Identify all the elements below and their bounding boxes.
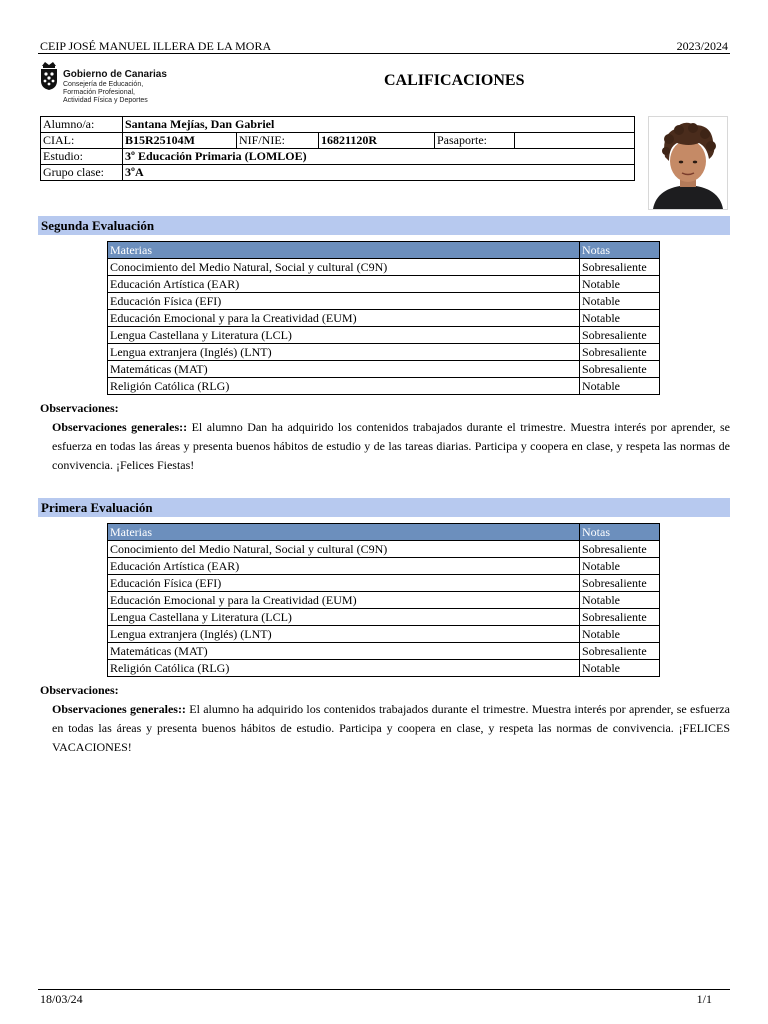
document-title: CALIFICACIONES [384,72,525,89]
observations-prefix: Observaciones generales:: [52,420,188,434]
grade-cell: Notable [580,626,660,643]
student-photo-image [649,117,727,209]
observations-label: Observaciones: [40,683,119,697]
grade-cell: Sobresaliente [580,344,660,361]
table-row [108,626,660,643]
observations-text [52,700,730,757]
grade-cell: Sobresaliente [580,575,660,592]
section-header-primera [38,498,730,517]
table-row [108,276,660,293]
table-row [108,259,660,276]
grupo-value: 3ºA [123,165,635,181]
subject-cell: Conocimiento del Medio Natural, Social y cultural (C9N) [108,259,580,276]
table-row [108,643,660,660]
grupo-label: Grupo clase: [41,165,123,181]
grade-cell: Sobresaliente [580,327,660,344]
alumno-value: Santana Mejías, Dan Gabriel [123,117,635,133]
gobierno-canarias-crest-icon [38,59,60,91]
grade-cell: Notable [580,310,660,327]
subject-cell: Lengua extranjera (Inglés) (LNT) [108,344,580,361]
logo-subtitle-line: Consejería de Educación, [63,81,144,88]
grade-cell: Notable [580,592,660,609]
table-row [108,592,660,609]
column-header-grade: Notas [580,242,660,259]
column-header-grade: Notas [580,524,660,541]
observations-body: El alumno ha adquirido los contenidos trabajados durante el trimestre. Muestra interés por aprender, se esfuerza en todas las áreas y presenta buenos hábitos de estudio. Participa y coopera en clase, y respeta las normas de convivencia. ¡FELICES VACACIONES! [52,702,730,754]
cial-value: B15R25104M [123,133,237,149]
logo-subtitle-line: Formación Profesional, [63,89,135,96]
subject-cell: Educación Emocional y para la Creatividad (EUM) [108,592,580,609]
table-row [108,378,660,395]
pasaporte-value [515,133,635,149]
grade-cell: Notable [580,276,660,293]
section-title: Segunda Evaluación [41,218,155,233]
table-row [108,344,660,361]
table-row [108,541,660,558]
table-row [108,609,660,626]
table-row [108,558,660,575]
subject-cell: Matemáticas (MAT) [108,361,580,378]
institution-logo [38,59,188,103]
student-ids-row [41,133,635,149]
student-info-table [40,116,635,181]
section-header-segunda [38,216,730,235]
grade-cell: Sobresaliente [580,361,660,378]
school-year: 2023/2024 [676,39,728,53]
student-group-row [41,165,635,181]
subject-cell: Educación Emocional y para la Creatividad (EUM) [108,310,580,327]
estudio-label: Estudio: [41,149,123,165]
table-row [108,310,660,327]
student-name-row [41,117,635,133]
subject-cell: Religión Católica (RLG) [108,378,580,395]
nif-value: 16821120R [319,133,435,149]
section-title: Primera Evaluación [41,500,153,515]
grade-cell: Notable [580,378,660,395]
grade-cell: Notable [580,558,660,575]
observations-body: El alumno Dan ha adquirido los contenidos trabajados durante el trimestre. Muestra interés por aprender, se esfuerza en todas las áreas y presenta buenos hábitos de estudio y de las tareas diarias. Participa y coopera en clase, y respeta las normas de convivencia. ¡Felices Fiestas! [52,420,731,472]
subject-cell: Religión Católica (RLG) [108,660,580,677]
print-date: 18/03/24 [40,992,83,1006]
table-row [108,361,660,378]
subject-cell: Educación Física (EFI) [108,575,580,592]
logo-subtitle [63,81,148,105]
footer-divider [38,989,730,990]
pasaporte-label: Pasaporte: [435,133,515,149]
grade-cell: Notable [580,660,660,677]
grades-table-segunda [107,241,660,395]
table-row [108,660,660,677]
header-divider [38,53,730,54]
table-row [108,293,660,310]
logo-title: Gobierno de Canarias [63,69,167,80]
grade-cell: Sobresaliente [580,609,660,626]
column-header-subject: Materias [108,524,580,541]
alumno-label: Alumno/a: [41,117,123,133]
subject-cell: Conocimiento del Medio Natural, Social y cultural (C9N) [108,541,580,558]
grades-header-row [108,242,660,259]
observations-text [52,418,730,475]
subject-cell: Lengua Castellana y Literatura (LCL) [108,609,580,626]
cial-label: CIAL: [41,133,123,149]
school-name: CEIP JOSÉ MANUEL ILLERA DE LA MORA [40,39,272,53]
subject-cell: Matemáticas (MAT) [108,643,580,660]
observations-label: Observaciones: [40,401,119,415]
grades-header-row [108,524,660,541]
logo-subtitle-line: Actividad Física y Deportes [63,97,148,104]
grades-table-primera [107,523,660,677]
column-header-subject: Materias [108,242,580,259]
grade-cell: Sobresaliente [580,259,660,276]
subject-cell: Lengua extranjera (Inglés) (LNT) [108,626,580,643]
subject-cell: Educación Artística (EAR) [108,276,580,293]
subject-cell: Educación Artística (EAR) [108,558,580,575]
student-study-row [41,149,635,165]
grade-cell: Notable [580,293,660,310]
subject-cell: Educación Física (EFI) [108,293,580,310]
grade-cell: Sobresaliente [580,541,660,558]
subject-cell: Lengua Castellana y Literatura (LCL) [108,327,580,344]
nif-label: NIF/NIE: [237,133,319,149]
table-row [108,575,660,592]
page-number: 1/1 [696,992,712,1006]
student-photo [648,116,728,210]
observations-prefix: Observaciones generales:: [52,702,186,716]
estudio-value: 3º Educación Primaria (LOMLOE) [123,149,635,165]
grade-cell: Sobresaliente [580,643,660,660]
table-row [108,327,660,344]
